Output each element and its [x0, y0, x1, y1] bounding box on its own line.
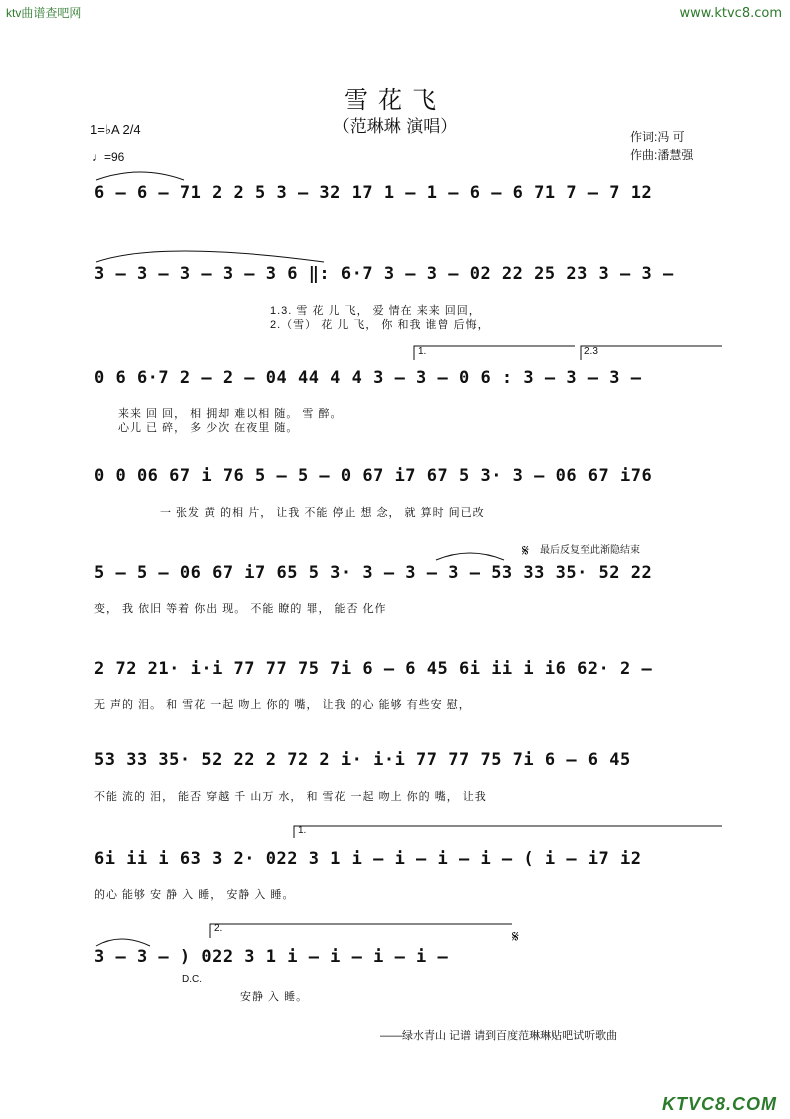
- staff-line-5-lyrics: 变， 我 依旧 等着 你出 现。 不能 瞭的 罪， 能否 化作: [94, 603, 387, 615]
- site-watermark-bottom: KTVC8.COM: [662, 1094, 778, 1114]
- segno-icon: 𝄋: [522, 541, 529, 560]
- staff-line-7-notes: 53 33 35· 52 22 2 72 2 i· i·i 77 77 75 7i 6 – 6 45: [94, 750, 631, 770]
- site-watermark-top-left: ktv曲谱查吧网: [6, 6, 82, 20]
- staff-line-8-volta-1: 1.: [298, 825, 307, 836]
- da-capo-marking: D.C.: [182, 974, 202, 985]
- staff-line-1-notes: 6 – 6 – 71 2 2 5 3 – 32 17 1 – 1 – 6 – 6 71 7 – 7 12: [94, 183, 653, 203]
- volta-bracket-3: [294, 826, 722, 838]
- slur: [96, 172, 184, 180]
- volta-bracket-1: [414, 346, 575, 360]
- staff-line-5-fade-note: 最后反复至此渐隐结束: [540, 545, 640, 556]
- staff-line-3-volta-1: 1.: [418, 346, 427, 357]
- key-signature: 1=♭A 2/4: [90, 122, 141, 137]
- volta-bracket-4: [210, 924, 512, 938]
- staff-line-6-lyrics: 无 声的 泪。 和 雪花 一起 吻上 你的 嘴， 让我 的心 能够 有些安 慰，: [94, 699, 471, 711]
- transcriber-footer: ——绿水青山 记谱 请到百度范琳琳贴吧试听歌曲: [380, 1030, 618, 1042]
- staff-line-9-lyrics: 安静 入 睡。: [240, 991, 309, 1003]
- segno-icon: 𝄋: [512, 927, 519, 946]
- staff-line-8-lyrics: 的心 能够 安 静 入 睡， 安静 入 睡。: [94, 889, 295, 901]
- staff-line-3-notes: 0 6 6·7 2 – 2 – 04 44 4 4 3 – 3 – 0 6 : 3 – 3 – 3 –: [94, 368, 642, 388]
- staff-line-4-notes: 0 0 06 67 i 76 5 – 5 – 0 67 i7 67 5 3· 3 – 06 67 i76: [94, 466, 653, 486]
- song-subtitle: （范琳琳 演唱）: [332, 117, 458, 137]
- staff-line-6-notes: 2 72 21· i·i 77 77 75 7i 6 – 6 45 6i ii i i6 62· 2 –: [94, 659, 653, 679]
- staff-line-9-volta-2: 2.: [214, 923, 223, 934]
- staff-line-2-notes: 3 – 3 – 3 – 3 – 3 6 ‖: 6·7 3 – 3 – 02 22 25 23 3 – 3 –: [94, 264, 674, 284]
- site-watermark-top-right: www.ktvc8.com: [679, 6, 782, 21]
- volta-bracket-2: [581, 346, 722, 360]
- staff-line-7-lyrics: 不能 流的 泪， 能否 穿越 千 山万 水， 和 雪花 一起 吻上 你的 嘴， 让我: [94, 791, 487, 803]
- slur: [436, 553, 504, 560]
- staff-line-3-volta-2: 2.3: [584, 346, 598, 357]
- staff-line-8-notes: 6i ii i 63 3 2· 022 3 1 i – i – i – i – ( i – i7 i2: [94, 849, 642, 869]
- staff-line-3-lyrics-1: 来来 回 回， 相 拥却 难以相 随。 雪 醉。: [118, 408, 343, 420]
- staff-line-5-notes: 5 – 5 – 06 67 i7 65 5 3· 3 – 3 – 3 – 53 33 35· 52 22: [94, 563, 653, 583]
- slur: [96, 251, 324, 262]
- song-title: 雪花飞: [344, 86, 446, 114]
- tempo-marking: ♩=96: [92, 150, 125, 164]
- staff-line-3-lyrics-2: 心儿 已 碎， 多 少次 在夜里 随。: [118, 422, 299, 434]
- staff-line-9-notes: 3 – 3 – ) 022 3 1 i – i – i – i –: [94, 947, 449, 967]
- staff-line-2-lyrics-1: 1.3. 雪 花 儿 飞， 爱 情在 来来 回回，: [270, 305, 481, 317]
- staff-line-4-lyrics: 一 张发 黄 的相 片， 让我 不能 停止 想 念， 就 算时 间已改: [160, 507, 485, 519]
- staff-line-2-lyrics-2: 2.（雪） 花 儿 飞， 你 和我 谁曾 后悔，: [270, 319, 490, 331]
- lyricist-credit: 作词:冯 可: [630, 130, 685, 144]
- composer-credit: 作曲:潘慧强: [630, 148, 694, 162]
- slur: [96, 939, 150, 946]
